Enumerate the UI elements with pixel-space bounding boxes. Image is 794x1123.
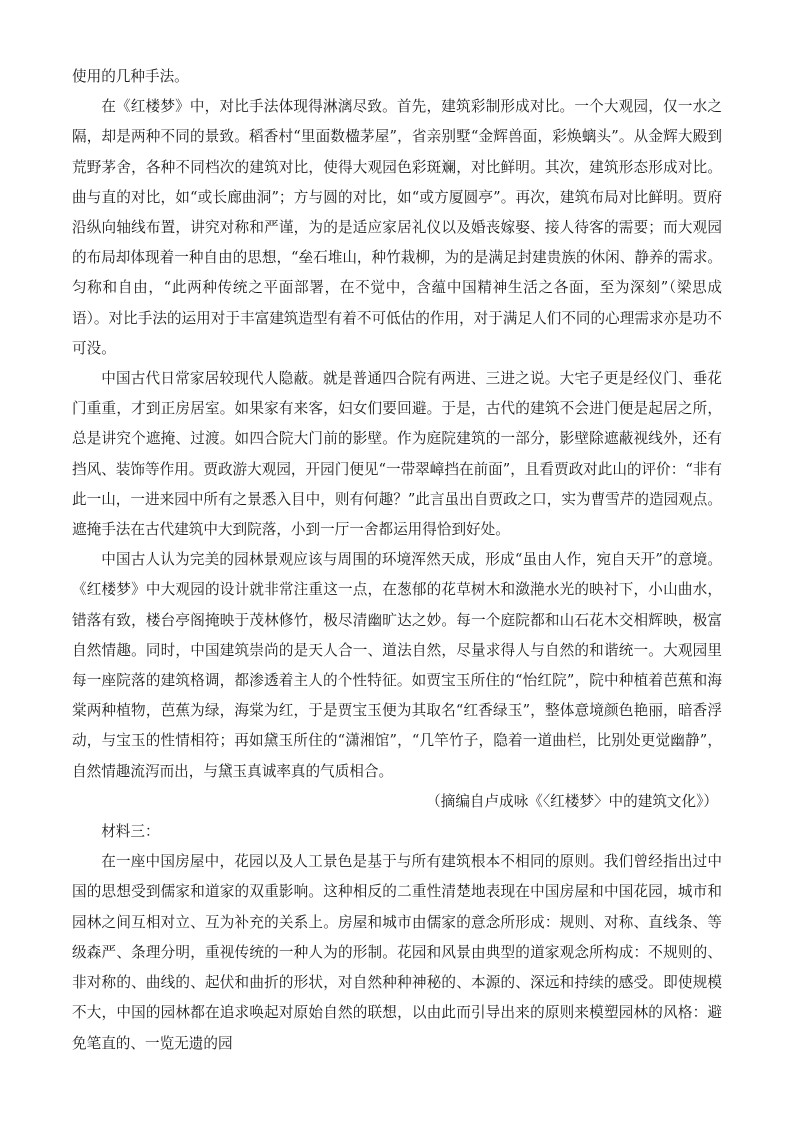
paragraph-material-three: 在一座中国房屋中，花园以及人工景色是基于与所有建筑根本不相同的原则。我们曾经指出过中国的思想受到儒家和道家的双重影响。这种相反的二重性清楚地表现在中国房屋和中国花园，城市和园林之间互相对立、互为补充的关系上。房屋和城市由儒家的意念所形成：规则、对称、直线条、等级森严、条理分明，重视传统的一种人为的形制。花园和风景由典型的道家观念所构成：不规则的、非对称的、曲线的、起伏和曲折的形状，对自然种种神秘的、本源的、深远和持续的感受。即使规模不大，中国的园林都在追求唤起对原始自然的联想，以由此而引导出来的原则来模塑园林的风格：避免笔直的、一览无遗的园 — [72, 853, 722, 1052]
source-citation: （摘编自卢成咏《〈红楼梦〉中的建筑文化》） — [426, 792, 718, 810]
document-page — [72, 62, 722, 1059]
paragraph-concealment: 中国古代日常家居较现代人隐蔽。就是普通四合院有两进、三进之说。大宅子更是经仪门、垂花门重重，才到正房居室。如果家有来客，妇女们要回避。于是，古代的建筑不会进门便是起居之所，总是讲究个遮掩、过渡。如四合院大门前的影壁。作为庭院建筑的一部分，影壁除遮蔽视线外，还有挡风、装饰等作用。贾政游大观园，开园门便见“一带翠嶂挡在前面”，且看贾政对此山的评价：“非有此一山，一进来园中所有之景悉入目中，则有何趣？”此言虽出自贾政之口，实为曹雪芹的造园观点。遮掩手法在古代建筑中大到院落，小到一厅一舍都运用得恰到好处。 — [72, 370, 722, 539]
paragraph-continuation: 使用的几种手法。 — [72, 68, 189, 85]
paragraph-contrast: 在《红楼梦》中，对比手法体现得淋漓尽致。首先，建筑彩制形成对比。一个大观园，仅一水之隔，却是两种不同的景致。稻香村“里面数楹茅屋”，省亲别墅“金辉兽面，彩焕螭头”。从金辉大殿到荒野茅舍，各种不同档次的建筑对比，使得大观园色彩斑斓，对比鲜明。其次，建筑形态形成对比。曲与直的对比，如“或长廊曲洞”；方与圆的对比，如“或方厦圆亭”。再次，建筑布局对比鲜明。贾府沿纵向轴线布置，讲究对称和严谨，为的是适应家居礼仪以及婚丧嫁娶、接人待客的需要；而大观园的布局却体现着一种自由的思想，“垒石堆山，种竹栽柳，为的是满足封建贵族的休闲、静养的需求。匀称和自由，“此两种传统之平面部署，在不觉中，含蕴中国精神生活之各面，至为深刻”（梁思成语）。对比手法的运用对于丰富建筑造型有着不可低估的作用，对于满足人们不同的心理需求亦是功不可没。 — [72, 98, 722, 357]
paragraph-harmony: 中国古人认为完美的园林景观应该与周围的环境浑然天成，形成“虽由人作，宛自天开”的意境。《红楼梦》中大观园的设计就非常注重这一点，在葱郁的花草树木和潋滟水光的映衬下，小山曲水，错落有致，楼台亭阁掩映于茂林修竹，极尽清幽旷达之妙。每一个庭院都和山石花木交相辉映，极富自然情趣。同时，中国建筑崇尚的是天人合一、道法自然，尽量求得人与自然的和谐统一。大观园里每一座院落的建筑格调，都渗透着主人的个性特征。如贾宝玉所住的“怡红院”，院中种植着芭蕉和海棠两种植物，芭蕉为绿，海棠为红，于是贾宝玉便为其取名“红香绿玉”，整体意境颜色艳丽，暗香浮动，与宝玉的性情相符；再如黛玉所住的“潇湘馆”，“几竿竹子，隐着一道曲栏，比别处更觉幽静”，自然情趣流泻而出，与黛玉真诚率真的气质相合。 — [72, 551, 722, 780]
material-three-label: 材料三： — [101, 823, 160, 841]
